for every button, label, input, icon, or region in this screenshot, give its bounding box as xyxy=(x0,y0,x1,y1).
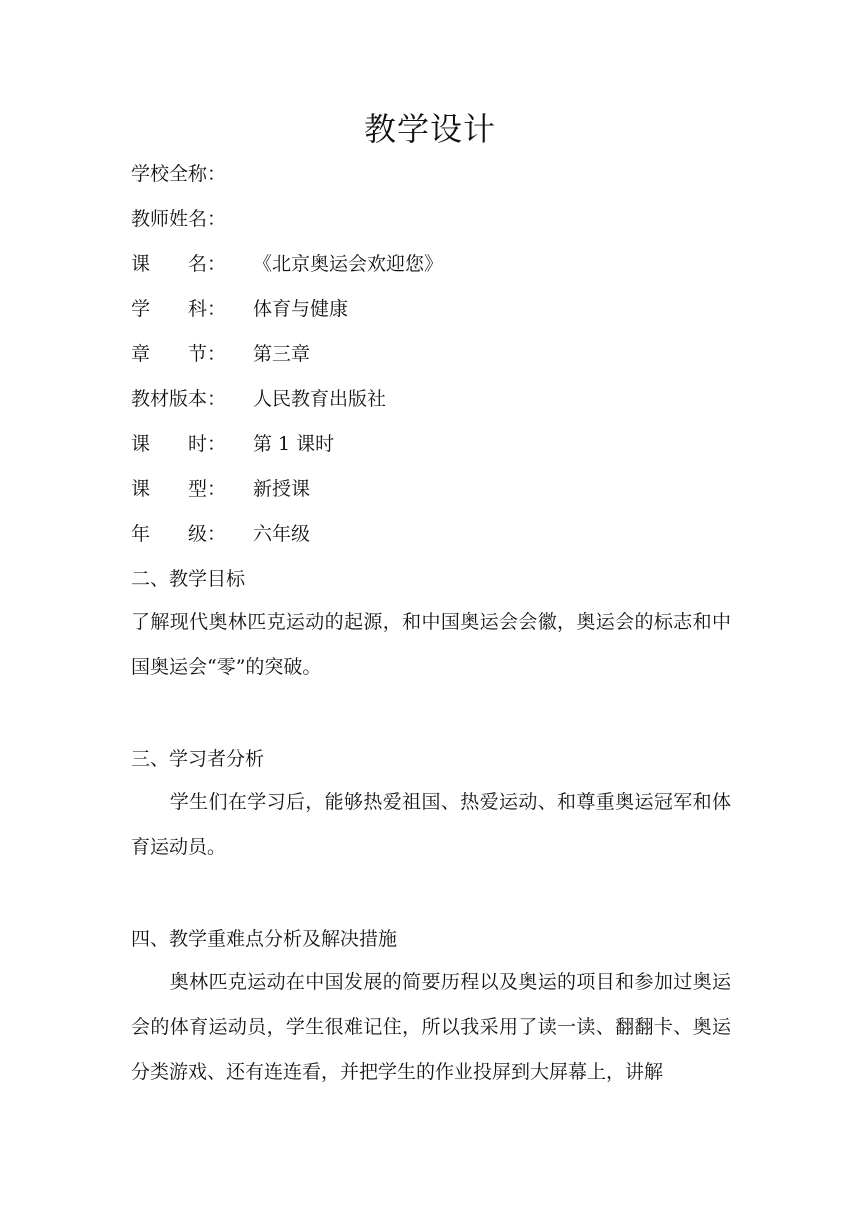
field-chapter xyxy=(131,342,310,366)
field-value: 第 1 课时 xyxy=(253,433,335,455)
field-subject xyxy=(131,297,348,321)
field-teacher-name xyxy=(131,207,253,231)
field-value: 《北京奥运会欢迎您》 xyxy=(253,253,444,275)
field-value: 体育与健康 xyxy=(253,298,349,320)
section-body-key-difficulties: 奥林匹克运动在中国发展的简要历程以及奥运的项目和参加过奥运会的体育运动员，学生很难记住，所以我采用了读一读、翻翻卡、奥运分类游戏、还有连连看，并把学生的作业投屏到大屏幕上，讲解 xyxy=(131,971,731,1083)
field-label: 年 级： xyxy=(131,523,227,545)
field-grade xyxy=(131,522,310,546)
field-label: 学校全称： xyxy=(131,163,227,185)
field-value: 第三章 xyxy=(253,343,311,365)
field-label: 学 科： xyxy=(131,298,227,320)
field-lesson-name xyxy=(131,252,443,276)
document-title: 教学设计 xyxy=(363,110,496,148)
field-lesson-hours xyxy=(131,432,334,456)
section-heading-key-difficulties: 四、教学重难点分析及解决措施 xyxy=(131,928,398,950)
field-label: 教师姓名： xyxy=(131,208,227,230)
field-textbook-edition xyxy=(131,387,386,411)
section-body-teaching-goals: 了解现代奥林匹克运动的起源，和中国奥运会会徽，奥运会的标志和中国奥运会“零”的突破。 xyxy=(131,611,731,678)
field-label: 教材版本： xyxy=(131,388,227,410)
field-value: 新授课 xyxy=(253,478,311,500)
field-label: 课 型： xyxy=(131,478,227,500)
field-label: 章 节： xyxy=(131,343,227,365)
field-lesson-type xyxy=(131,477,310,501)
field-label: 课 名： xyxy=(131,253,227,275)
field-value: 六年级 xyxy=(253,523,311,545)
field-school-name xyxy=(131,162,253,186)
section-heading-learner-analysis: 三、学习者分析 xyxy=(131,748,265,770)
field-label: 课 时： xyxy=(131,433,227,455)
section-heading-teaching-goals: 二、教学目标 xyxy=(131,568,246,590)
section-body-learner-analysis: 学生们在学习后，能够热爱祖国、热爱运动、和尊重奥运冠军和体育运动员。 xyxy=(131,791,731,858)
field-value: 人民教育出版社 xyxy=(253,388,387,410)
